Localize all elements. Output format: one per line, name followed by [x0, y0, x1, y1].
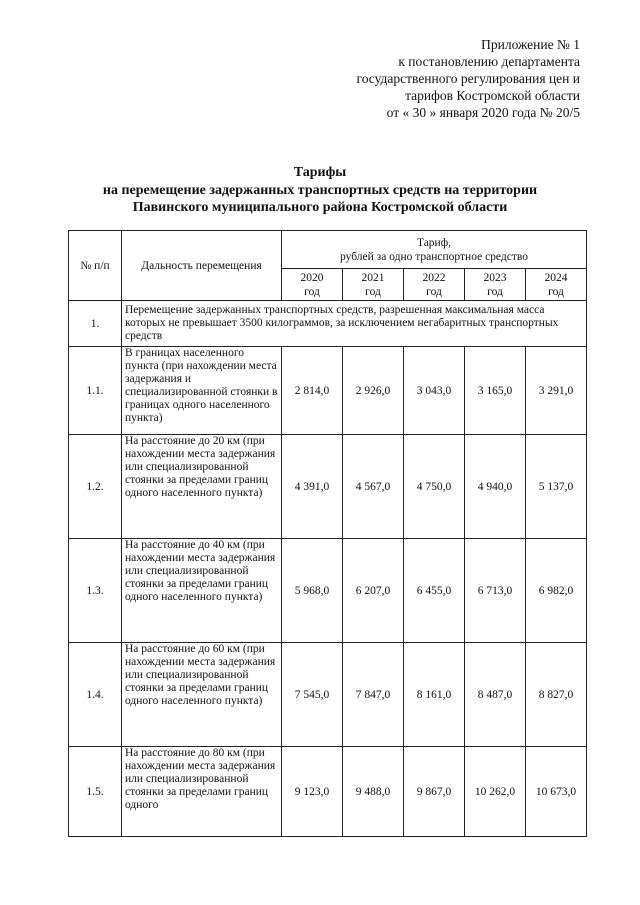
section-description: Перемещение задержанных транспортных средств, разрешенная максимальная масса которых не превышает 3500 килограммов, за исключением негабаритных транспортных средств — [122, 301, 587, 347]
header-year — [343, 269, 404, 301]
tariff-value: 10 262,0 — [465, 747, 526, 837]
tariff-value: 2 814,0 — [282, 347, 343, 435]
header-tariff-line: рублей за одно транспортное средство — [340, 250, 528, 263]
row-distance: На расстояние до 80 км (при нахождении места задержания или специализированной стоянки за пределами границ одного — [122, 747, 282, 837]
header-year-value: 2023 — [483, 271, 507, 284]
document-title — [0, 164, 640, 217]
appendix-line: Приложение № 1 — [481, 37, 580, 52]
row-number: 1.5. — [69, 747, 122, 837]
row-number: 1.4. — [69, 643, 122, 747]
header-year-suffix: год — [548, 285, 564, 298]
appendix-line: государственного регулирования цен и — [356, 71, 580, 86]
tariff-value: 6 455,0 — [404, 539, 465, 643]
tariff-value: 3 043,0 — [404, 347, 465, 435]
tariff-value: 7 545,0 — [282, 643, 343, 747]
tariff-value: 9 867,0 — [404, 747, 465, 837]
title-line: Павинского муниципального района Костромской области — [132, 200, 508, 215]
row-distance: На расстояние до 40 км (при нахождении места задержания или специализированной стоянки за пределами границ одного населенного пункта) — [122, 539, 282, 643]
tariff-value: 10 673,0 — [526, 747, 587, 837]
row-distance: На расстояние до 60 км (при нахождении места задержания или специализированной стоянки за пределами границ одного населенного пункта) — [122, 643, 282, 747]
row-number: 1.3. — [69, 539, 122, 643]
header-year-suffix: год — [426, 285, 442, 298]
header-year — [526, 269, 587, 301]
header-year — [465, 269, 526, 301]
title-line: Тарифы — [293, 165, 347, 180]
tariff-value: 8 827,0 — [526, 643, 587, 747]
title-line: на перемещение задержанных транспортных средств на территории — [102, 182, 538, 198]
table-row — [69, 539, 587, 643]
header-year — [282, 269, 343, 301]
header-year-suffix: год — [365, 285, 381, 298]
tariff-value: 4 750,0 — [404, 435, 465, 539]
table-row — [69, 347, 587, 435]
header-year-value: 2021 — [361, 271, 385, 284]
appendix-line: тарифов Костромской области — [405, 88, 580, 103]
tariff-value: 2 926,0 — [343, 347, 404, 435]
table-row — [69, 747, 587, 837]
tariff-value: 7 847,0 — [343, 643, 404, 747]
header-year-value: 2024 — [544, 271, 568, 284]
header-year — [404, 269, 465, 301]
appendix-line: от « 30 » января 2020 года № 20/5 — [386, 105, 580, 120]
tariff-value: 5 968,0 — [282, 539, 343, 643]
tariff-value: 6 982,0 — [526, 539, 587, 643]
row-distance: На расстояние до 20 км (при нахождении места задержания или специализированной стоянки за пределами границ одного населенного пункта) — [122, 435, 282, 539]
tariff-value: 6 207,0 — [343, 539, 404, 643]
header-tariff-line: Тариф, — [416, 236, 452, 249]
table-row — [69, 643, 587, 747]
tariff-value: 4 940,0 — [465, 435, 526, 539]
row-distance: В границах населенного пункта (при нахождении места задержания и специализированной стоянки в границах одного населенного пункта) — [122, 347, 282, 435]
header-year-value: 2020 — [300, 271, 324, 284]
tariff-value: 9 488,0 — [343, 747, 404, 837]
row-number: 1.2. — [69, 435, 122, 539]
tariff-value: 3 291,0 — [526, 347, 587, 435]
header-year-value: 2022 — [422, 271, 446, 284]
row-number: 1.1. — [69, 347, 122, 435]
tariff-value: 3 165,0 — [465, 347, 526, 435]
header-year-suffix: год — [304, 285, 320, 298]
appendix-line: к постановлению департамента — [398, 54, 580, 69]
section-number: 1. — [69, 301, 122, 347]
table-row — [69, 435, 587, 539]
tariff-value: 6 713,0 — [465, 539, 526, 643]
tariff-value: 9 123,0 — [282, 747, 343, 837]
tariff-value: 4 567,0 — [343, 435, 404, 539]
tariff-value: 8 161,0 — [404, 643, 465, 747]
header-number: № п/п — [69, 231, 122, 301]
tariff-value: 4 391,0 — [282, 435, 343, 539]
header-year-suffix: год — [487, 285, 503, 298]
appendix-block — [357, 36, 580, 121]
tariff-value: 8 487,0 — [465, 643, 526, 747]
tariff-value: 5 137,0 — [526, 435, 587, 539]
header-distance: Дальность перемещения — [122, 231, 282, 301]
header-tariff — [282, 231, 587, 269]
tariff-table — [68, 230, 587, 837]
